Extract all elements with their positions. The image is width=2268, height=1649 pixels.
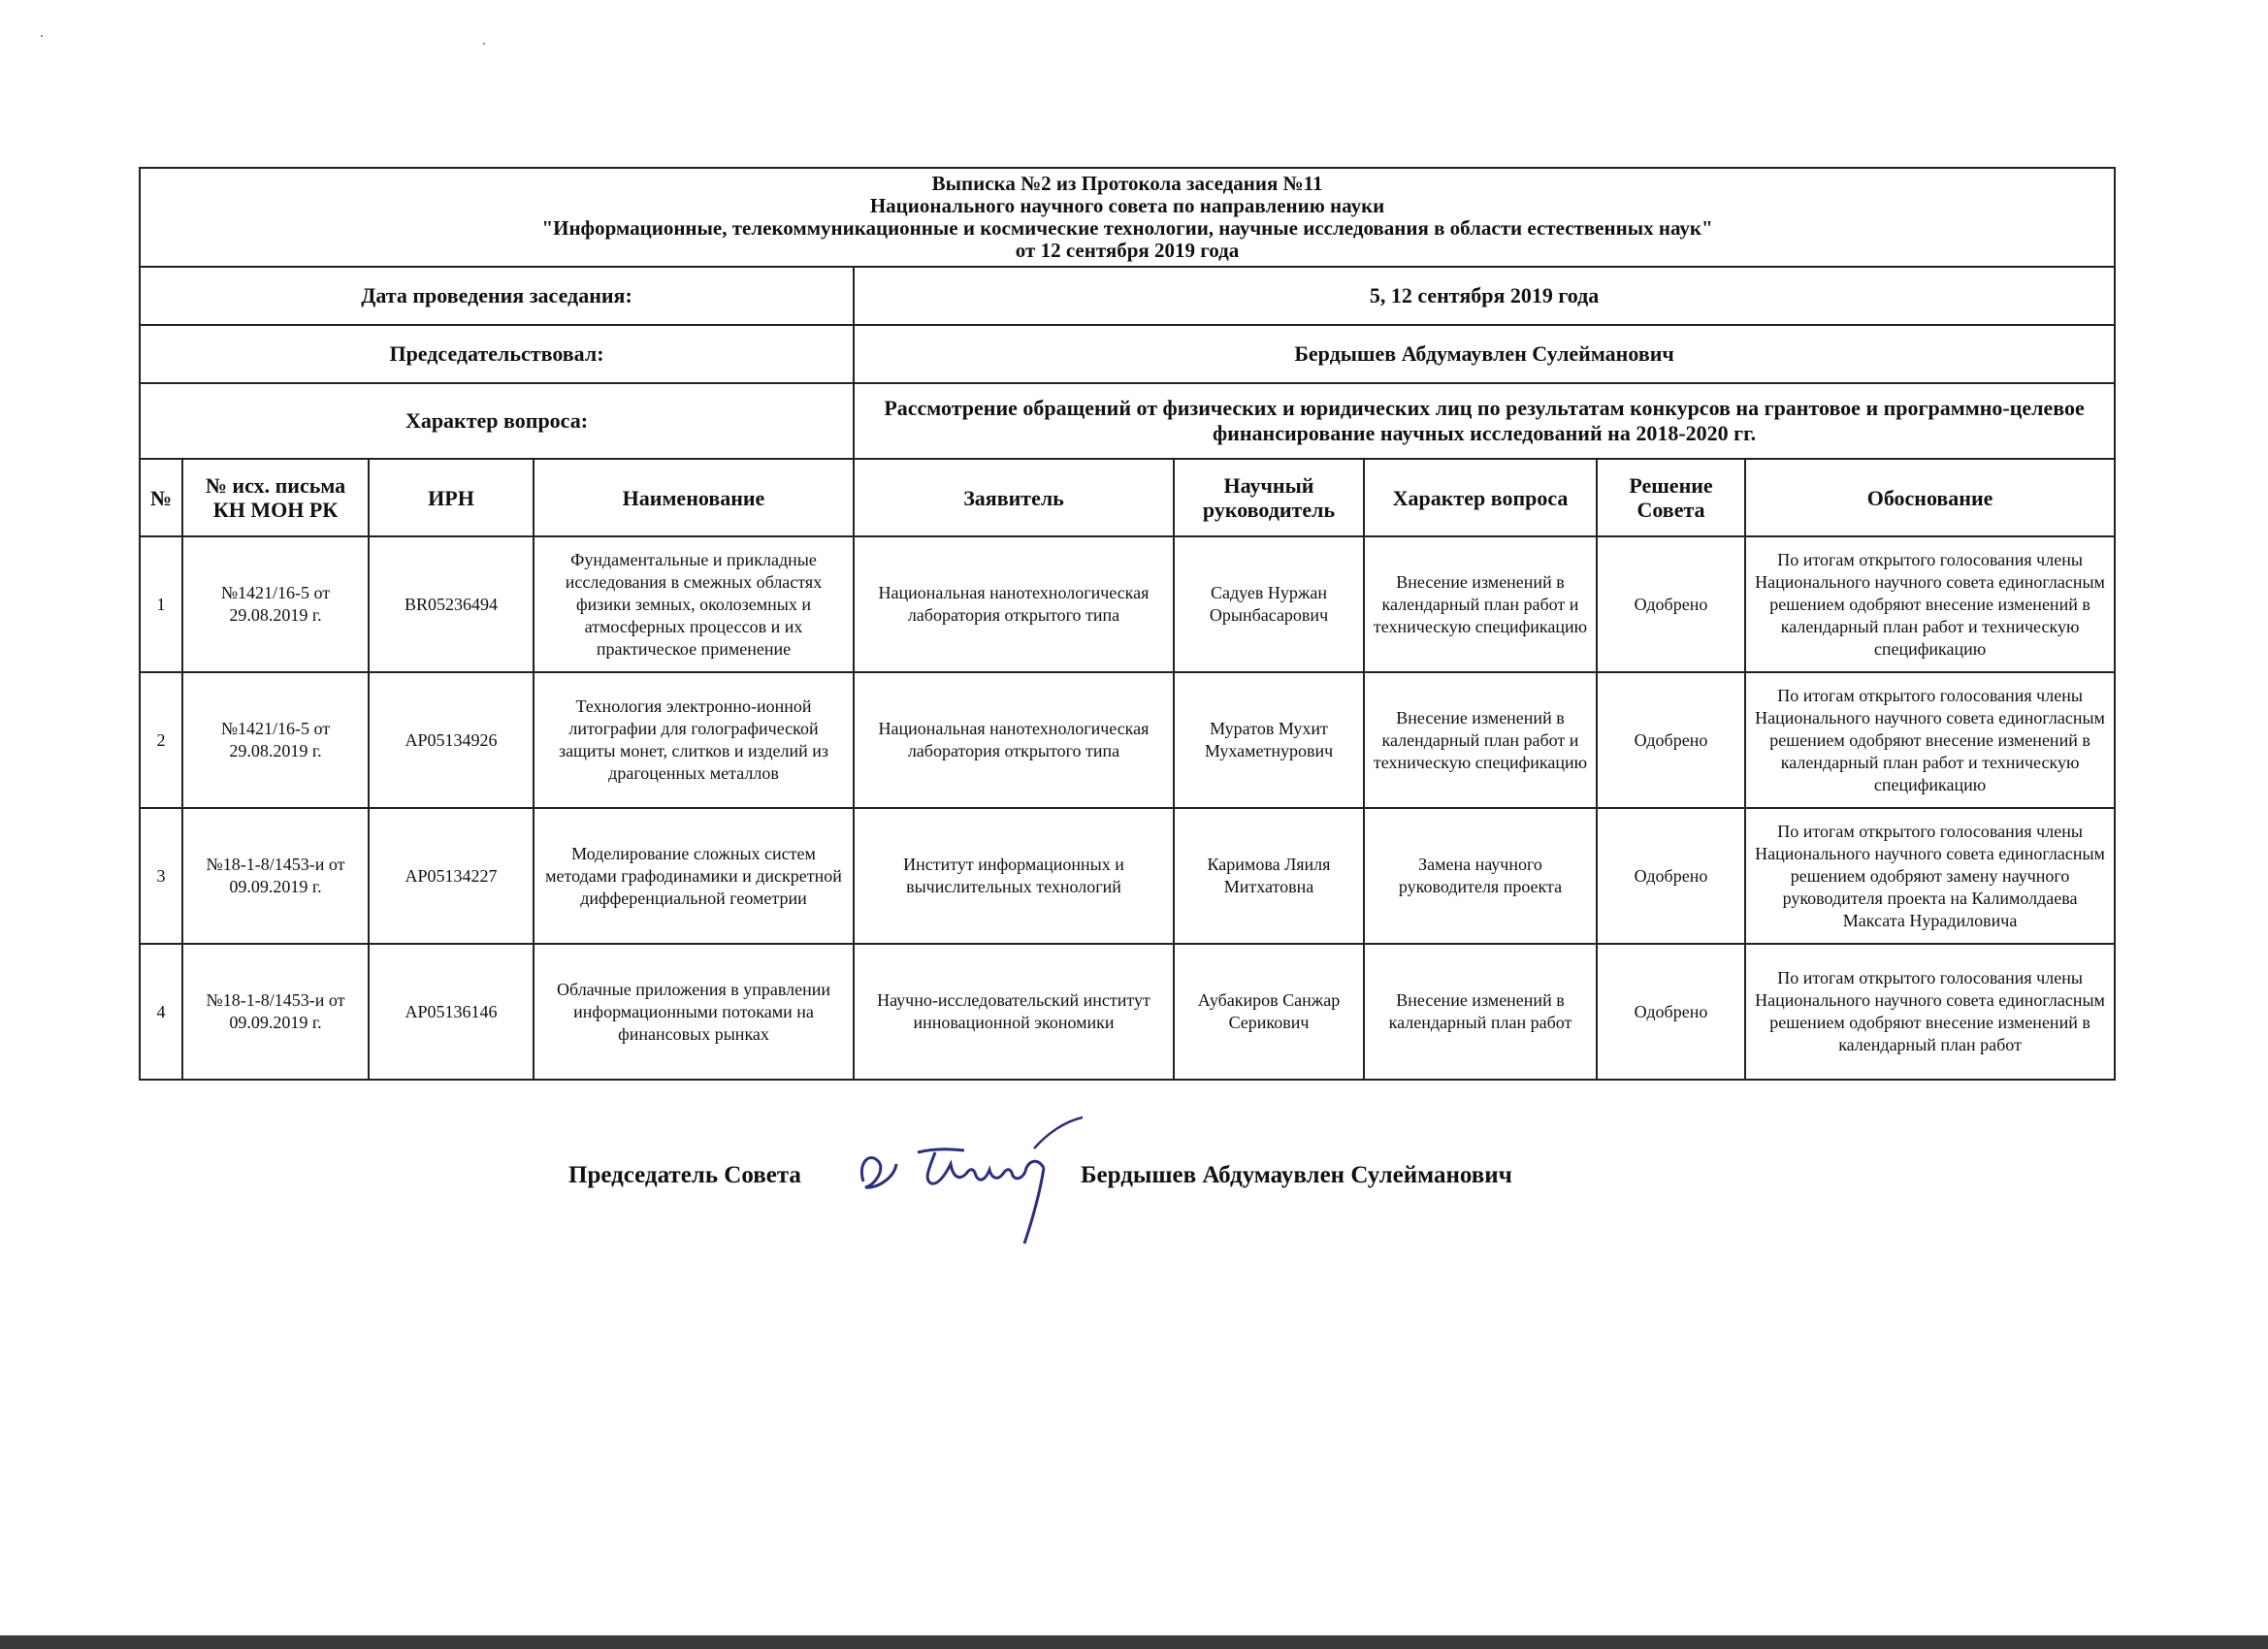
row-reason: По итогам открытого голосования члены Национального научного совета единогласным решением одобряют внесение изменений в календарный план работ и техническую спецификацию [1745, 672, 2115, 808]
row-decision: Одобрено [1597, 808, 1745, 944]
row-letter: №18-1-8/1453-и от 09.09.2019 г. [182, 808, 369, 944]
chair-role-label: Председатель Совета [568, 1162, 801, 1188]
chair-value: Бердышев Абдумаувлен Сулейманович [854, 325, 2115, 383]
document-header-row [140, 168, 2115, 267]
column-header-reason: Обоснование [1745, 459, 2115, 536]
row-applicant: Национальная нанотехнологическая лаборатория открытого типа [854, 536, 1174, 672]
row-applicant: Национальная нанотехнологическая лаборатория открытого типа [854, 672, 1174, 808]
table-row [140, 808, 2115, 944]
row-supervisor: Садуев Нуржан Орынбасарович [1174, 536, 1364, 672]
column-header-row [140, 459, 2115, 536]
header-line-4: от 12 сентября 2019 года [1015, 239, 1240, 262]
row-decision: Одобрено [1597, 536, 1745, 672]
row-reason: По итогам открытого голосования члены Национального научного совета единогласным решением одобряют внесение изменений в календарный план работ и техническую спецификацию [1745, 536, 2115, 672]
row-irn: AP05134227 [369, 808, 534, 944]
handwritten-signature [840, 1110, 1092, 1252]
header-line-1: Выписка №2 из Протокола заседания №11 [931, 172, 1323, 195]
row-letter: №1421/16-5 от 29.08.2019 г. [182, 672, 369, 808]
row-applicant: Научно-исследовательский институт инновационной экономики [854, 944, 1174, 1080]
column-header-irn: ИРН [369, 459, 534, 536]
table-row [140, 944, 2115, 1080]
column-header-decision: Решение Совета [1597, 459, 1745, 536]
row-supervisor: Аубакиров Санжар Серикович [1174, 944, 1364, 1080]
row-decision: Одобрено [1597, 944, 1745, 1080]
scan-edge-bar [0, 1635, 2268, 1649]
row-issue: Внесение изменений в календарный план работ и техническую спецификацию [1364, 672, 1597, 808]
row-issue: Замена научного руководителя проекта [1364, 808, 1597, 944]
row-title: Моделирование сложных систем методами графодинамики и дискретной дифференциальной геометрии [534, 808, 854, 944]
row-letter: №18-1-8/1453-и от 09.09.2019 г. [182, 944, 369, 1080]
table-row [140, 672, 2115, 808]
signature-block [568, 1150, 1733, 1228]
row-irn: BR05236494 [369, 536, 534, 672]
protocol-table [139, 167, 2116, 1081]
row-num: 4 [140, 944, 182, 1080]
row-applicant: Институт информационных и вычислительных технологий [854, 808, 1174, 944]
chair-full-name: Бердышев Абдумаувлен Сулейманович [1081, 1162, 1512, 1188]
column-header-issue: Характер вопроса [1364, 459, 1597, 536]
row-decision: Одобрено [1597, 672, 1745, 808]
row-issue: Внесение изменений в календарный план работ и техническую спецификацию [1364, 536, 1597, 672]
table-row [140, 536, 2115, 672]
row-num: 1 [140, 536, 182, 672]
meeting-date-row [140, 267, 2115, 325]
row-title: Облачные приложения в управлении информационными потоками на финансовых рынках [534, 944, 854, 1080]
row-num: 2 [140, 672, 182, 808]
row-title: Фундаментальные и прикладные исследования в смежных областях физики земных, околоземных и атмосферных процессов и их практическое применение [534, 536, 854, 672]
column-header-applicant: Заявитель [854, 459, 1174, 536]
row-reason: По итогам открытого голосования члены Национального научного совета единогласным решением одобряют внесение изменений в календарный план работ [1745, 944, 2115, 1080]
column-header-num: № [140, 459, 182, 536]
scan-speck [41, 35, 43, 37]
row-irn: AP05134926 [369, 672, 534, 808]
issue-label: Характер вопроса: [140, 383, 854, 459]
row-letter: №1421/16-5 от 29.08.2019 г. [182, 536, 369, 672]
row-irn: AP05136146 [369, 944, 534, 1080]
meeting-date-label: Дата проведения заседания: [140, 267, 854, 325]
column-header-title: Наименование [534, 459, 854, 536]
header-line-3: "Информационные, телекоммуникационные и космические технологии, научные исследования в области естественных наук" [541, 216, 1713, 240]
header-line-2: Национального научного совета по направлению науки [869, 194, 1385, 217]
row-reason: По итогам открытого голосования члены Национального научного совета единогласным решением одобряют замену научного руководителя проекта на Калимолдаева Максата Нурадиловича [1745, 808, 2115, 944]
row-issue: Внесение изменений в календарный план работ [1364, 944, 1597, 1080]
row-title: Технология электронно-ионной литографии для голографической защиты монет, слитков и изделий из драгоценных металлов [534, 672, 854, 808]
column-header-supervisor: Научный руководитель [1174, 459, 1364, 536]
meeting-date-value: 5, 12 сентября 2019 года [854, 267, 2115, 325]
column-header-letter: № исх. письма КН МОН РК [182, 459, 369, 536]
chair-label: Председательствовал: [140, 325, 854, 383]
row-supervisor: Каримова Ляиля Митхатовна [1174, 808, 1364, 944]
row-num: 3 [140, 808, 182, 944]
scan-speck [483, 43, 485, 45]
protocol-extract [139, 167, 2114, 1081]
document-header [140, 168, 2115, 267]
chair-row [140, 325, 2115, 383]
issue-row [140, 383, 2115, 459]
row-supervisor: Муратов Мухит Мухаметнурович [1174, 672, 1364, 808]
issue-value: Рассмотрение обращений от физических и юридических лиц по результатам конкурсов на грантовое и программно-целевое финансирование научных исследований на 2018-2020 гг. [854, 383, 2115, 459]
